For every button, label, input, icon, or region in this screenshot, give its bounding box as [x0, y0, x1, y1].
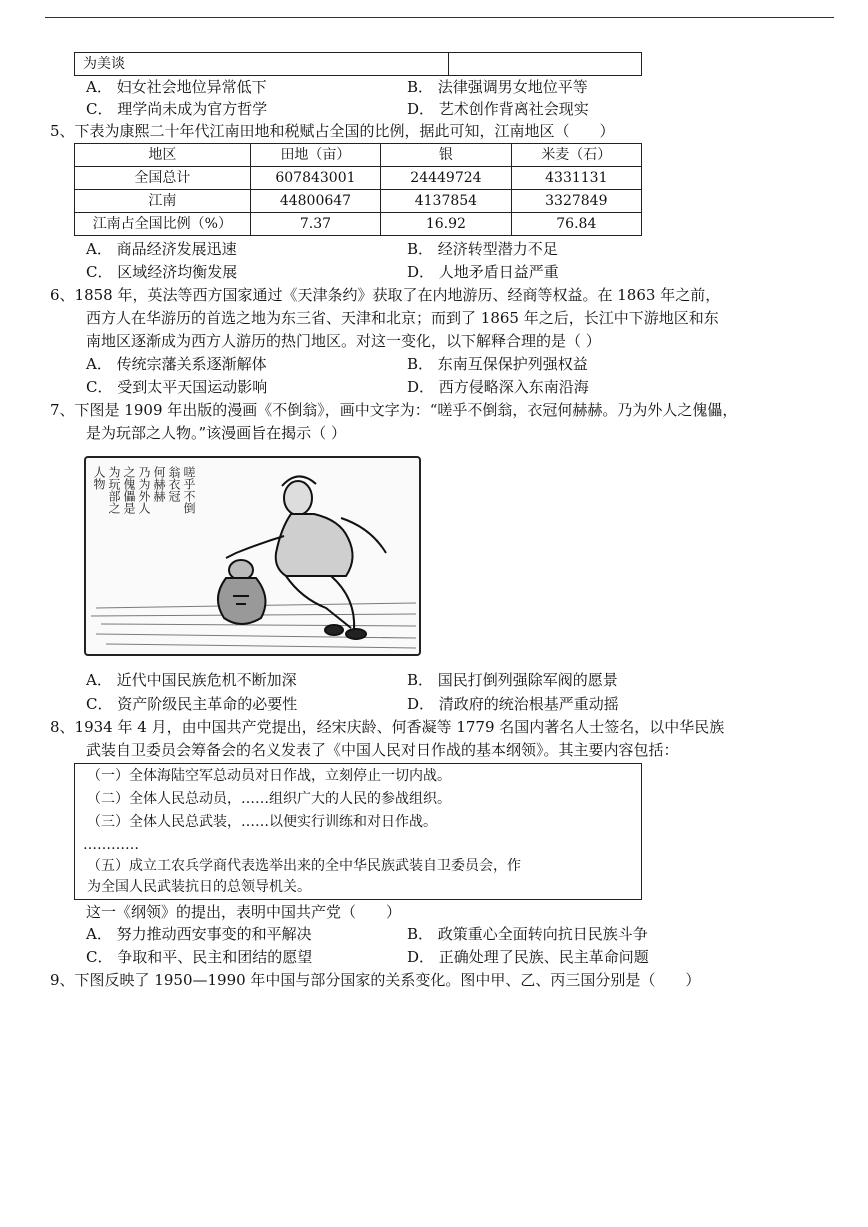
cartoon-drawing [86, 458, 419, 654]
q5-option-b: B． 经济转型潜力不足 [407, 240, 558, 258]
q5-option-a: A． 商品经济发展迅速 [86, 240, 237, 258]
q5-option-c: C． 区域经济均衡发展 [86, 263, 238, 281]
table-row [75, 190, 642, 213]
table-cell: 江南 [75, 190, 251, 213]
q7-line2: 是为玩部之人物。”该漫画旨在揭示（ ） [86, 424, 346, 442]
q6-line3: 南地区逐渐成为西方人游历的热门地区。对这一变化，以下解释合理的是（ ） [86, 332, 601, 350]
cartoon-caption-col: 嗟乎不倒 [182, 466, 196, 514]
q4-option-a: A． 妇女社会地位异常低下 [86, 78, 267, 96]
q8-option-d: D． 正确处理了民族、民主革命问题 [407, 948, 649, 966]
top-table-cell: 为美谈 [75, 53, 449, 76]
cartoon-caption-col: 何赫赫 [152, 466, 166, 502]
q8-box-line: 为全国人民武装抗日的总领导机关。 [87, 879, 311, 895]
table-cell: 江南占全国比例（%） [75, 213, 251, 236]
cartoon-image [84, 456, 421, 656]
q8-line2: 武装自卫委员会筹备会的名义发表了《中国人民对日作战的基本纲领》。其主要内容包括： [86, 741, 679, 759]
q5-option-d: D． 人地矛盾日益严重 [407, 263, 559, 281]
table-cell: 4137854 [381, 190, 511, 213]
q7-line1: 7、下图是 1909 年出版的漫画《不倒翁》，画中文字为：“嗟乎不倒翁，衣冠何赫赫。乃为外人之傀儡， [50, 401, 738, 419]
table-row [75, 167, 642, 190]
q8-box-line: （二）全体人民总动员，……组织广大的人民的参战组织。 [87, 791, 451, 807]
cartoon-caption-col: 之傀儡是 [122, 466, 136, 514]
q4-option-d: D． 艺术创作背离社会现实 [407, 100, 589, 118]
table-cell: 44800647 [250, 190, 381, 213]
table-cell: 24449724 [381, 167, 511, 190]
table-row [75, 213, 642, 236]
q8-line1: 8、1934 年 4 月，由中国共产党提出，经宋庆龄、何香凝等 1779 名国内著名人士签名，以中华民族 [50, 718, 725, 736]
q6-line1: 6、1858 年，英法等西方国家通过《天津条约》获取了在内地游历、经商等权益。在 1863 年之前， [50, 286, 721, 304]
q7-option-c: C． 资产阶级民主革命的必要性 [86, 695, 298, 713]
q8-box-line: （三）全体人民总武装，……以便实行训练和对日作战。 [87, 814, 437, 830]
q6-option-a: A． 传统宗藩关系逐渐解体 [86, 355, 267, 373]
table-cell: 3327849 [511, 190, 641, 213]
q8-after-text: 这一《纲领》的提出，表明中国共产党（ ） [86, 903, 402, 921]
table-cell: 607843001 [250, 167, 381, 190]
header-rule [45, 17, 834, 18]
top-table-empty-cell [448, 53, 641, 76]
q8-option-a: A． 努力推动西安事变的和平解决 [86, 925, 312, 943]
table-cell: 全国总计 [75, 167, 251, 190]
q5-header-grain: 米麦（石） [511, 144, 641, 167]
table-cell: 76.84 [511, 213, 641, 236]
q8-option-c: C． 争取和平、民主和团结的愿望 [86, 948, 313, 966]
q6-option-b: B． 东南互保保护列强权益 [407, 355, 588, 373]
q7-option-d: D． 清政府的统治根基严重动摇 [407, 695, 619, 713]
q5-header-land: 田地（亩） [250, 144, 381, 167]
q7-option-b: B． 国民打倒列强除军阀的愿景 [407, 671, 618, 689]
q6-option-d: D． 西方侵略深入东南沿海 [407, 378, 589, 396]
q5-stem: 5、下表为康熙二十年代江南田地和税赋占全国的比例，据此可知，江南地区（ ） [50, 122, 615, 140]
top-table [74, 52, 642, 76]
q4-option-c: C． 理学尚未成为官方哲学 [86, 100, 268, 118]
q8-box-line: （五）成立工农兵学商代表选举出来的全中华民族武装自卫委员会，作 [87, 858, 521, 874]
q8-box-ellipsis: ………… [83, 837, 139, 853]
q9-stem: 9、下图反映了 1950—1990 年中国与部分国家的关系变化。图中甲、乙、丙三国分别是（ ） [50, 971, 701, 989]
q5-table-header-row [75, 144, 642, 167]
q5-header-region: 地区 [75, 144, 251, 167]
cartoon-caption-col: 人物 [92, 466, 106, 490]
q4-option-b: B． 法律强调男女地位平等 [407, 78, 588, 96]
cartoon-caption-col: 翁衣冠 [167, 466, 181, 502]
q8-box-line: （一）全体海陆空军总动员对日作战，立刻停止一切内战。 [87, 768, 451, 784]
table-cell: 16.92 [381, 213, 511, 236]
table-cell: 7.37 [250, 213, 381, 236]
q8-option-b: B． 政策重心全面转向抗日民族斗争 [407, 925, 648, 943]
q5-table [74, 143, 642, 236]
q5-header-silver: 银 [381, 144, 511, 167]
cartoon-caption-col: 为玩部之 [107, 466, 121, 514]
q6-option-c: C． 受到太平天国运动影响 [86, 378, 268, 396]
cartoon-caption-col: 乃为外人 [137, 466, 151, 514]
q8-quote-box [74, 763, 642, 900]
q7-option-a: A． 近代中国民族危机不断加深 [86, 671, 297, 689]
table-cell: 4331131 [511, 167, 641, 190]
q6-line2: 西方人在华游历的首选之地为东三省、天津和北京；而到了 1865 年之后，长江中下游地区和东 [86, 309, 719, 327]
